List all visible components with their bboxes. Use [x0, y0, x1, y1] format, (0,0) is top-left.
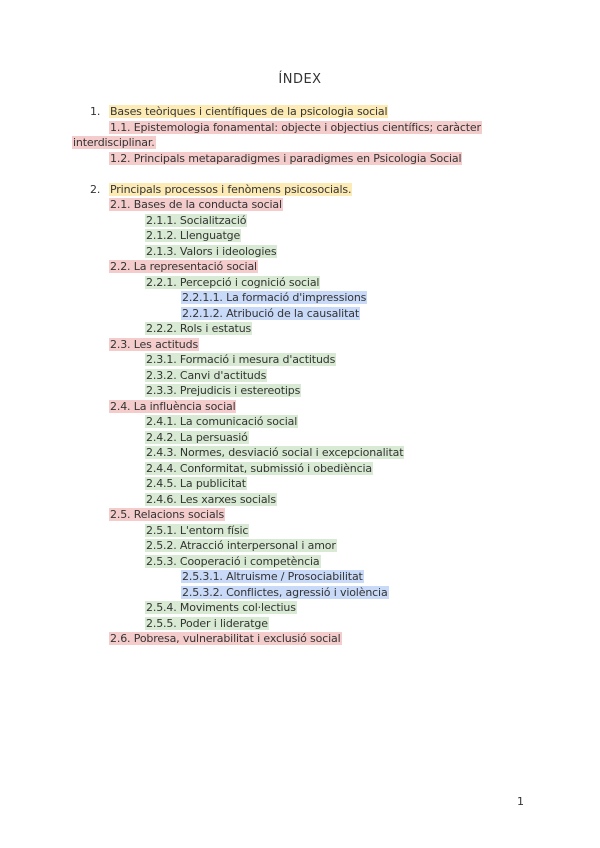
toc-entry-text: 2.6. Pobresa, vulnerabilitat i exclusió social [110, 632, 341, 645]
toc-entry [145, 368, 267, 383]
page-number: 1 [517, 795, 524, 808]
toc-entry-text: Bases teòriques i científiques de la psicologia social [110, 105, 388, 118]
toc-entry [145, 244, 277, 259]
toc-entry-text: 2.2.1.1. La formació d'impressions [182, 291, 367, 304]
toc-entry [90, 104, 388, 119]
toc-entry-text: 2.5.2. Atracció interpersonal i amor [146, 539, 336, 552]
toc-entry-text: 2.5.3.1. Altruisme / Prosociabilitat [182, 570, 363, 583]
toc-entry-text: 2.5.4. Moviments col·lectius [146, 601, 296, 614]
toc-entry-number: 1. [90, 105, 101, 118]
toc-entry [145, 430, 249, 445]
toc-entry [72, 135, 156, 150]
toc-entry [145, 600, 297, 615]
toc-entry [181, 585, 389, 600]
toc-entry [109, 120, 482, 135]
toc-entry [181, 569, 364, 584]
toc-entry-text: 2.3.3. Prejudicis i estereotips [146, 384, 301, 397]
toc-entry [145, 321, 252, 336]
toc-entry-text: 2.4.1. La comunicació social [146, 415, 298, 428]
toc-entry-text: 2.5. Relacions socials [110, 508, 225, 521]
toc-entry [109, 197, 283, 212]
toc-entry [145, 538, 337, 553]
toc-entry [145, 275, 320, 290]
toc-entry-text: 1.1. Epistemologia fonamental: objecte i objectius científics; caràcter [110, 120, 481, 134]
toc-entry-text: 1.2. Principals metaparadigmes i paradigmes en Psicologia Social [110, 151, 462, 165]
toc-entry-text: 2.4.6. Les xarxes socials [146, 492, 276, 506]
toc-entry-text: 2.1.2. Llenguatge [146, 229, 241, 242]
toc-entry-text: 2.4. La influència social [110, 399, 236, 413]
toc-entry [109, 631, 342, 646]
toc-entry [181, 306, 360, 321]
toc-entry-text: 2.2. La representació social [110, 260, 257, 273]
toc-entry [145, 352, 336, 367]
toc-entry [109, 151, 462, 166]
toc-entry [109, 399, 236, 414]
toc-entry [145, 492, 277, 507]
toc-entry-text: 2.4.5. La publicitat [146, 477, 246, 490]
toc-entry [145, 383, 301, 398]
toc-entry-text: 2.2.1. Percepció i cognició social [146, 275, 320, 289]
toc-entry-text: 2.3.2. Canvi d'actituds [146, 368, 267, 382]
toc-entry-text: 2.1.1. Socialització [146, 213, 247, 227]
toc-entry-text: interdisciplinar. [73, 136, 155, 149]
toc-entry-text: 2.1. Bases de la conducta social [110, 198, 282, 211]
toc-entry-text: 2.2.1.2. Atribució de la causalitat [182, 306, 359, 320]
toc-entry-text: 2.3. Les actituds [110, 337, 199, 351]
toc-entry [181, 290, 367, 305]
toc-entry-text: 2.5.3. Cooperació i competència [146, 554, 320, 568]
toc-entry-text: 2.3.1. Formació i mesura d'actituds [146, 353, 336, 366]
toc-entry [145, 461, 373, 476]
toc-entry-number: 2. [90, 182, 101, 196]
toc-entry [145, 414, 298, 429]
toc-entry [90, 182, 352, 197]
toc-entry-text: Principals processos i fenòmens psicosocials. [110, 182, 352, 196]
toc-entry-text: 2.4.2. La persuasió [146, 430, 248, 444]
toc-entry [145, 213, 247, 228]
toc-entry-text: 2.4.4. Conformitat, submissió i obediència [146, 461, 372, 475]
toc-entry [145, 616, 269, 631]
toc-entry-text: 2.5.3.2. Conflictes, agressió i violència [182, 585, 388, 599]
toc-entry-text: 2.2.2. Rols i estatus [146, 322, 252, 335]
toc-entry-text: 2.4.3. Normes, desviació social i excepcionalitat [146, 446, 404, 459]
toc-entry [145, 476, 247, 491]
toc-entry [145, 228, 241, 243]
page-title: ÍNDEX [278, 72, 322, 87]
toc-entry-text: 2.1.3. Valors i ideologies [146, 244, 277, 258]
toc-entry [109, 507, 225, 522]
toc-entry [145, 554, 321, 569]
toc-entry-text: 2.5.5. Poder i lideratge [146, 616, 268, 630]
toc-entry [145, 523, 249, 538]
toc-entry [109, 337, 199, 352]
toc-entry-text: 2.5.1. L'entorn físic [146, 523, 249, 537]
toc-entry [109, 259, 258, 274]
toc-entry [145, 445, 404, 460]
